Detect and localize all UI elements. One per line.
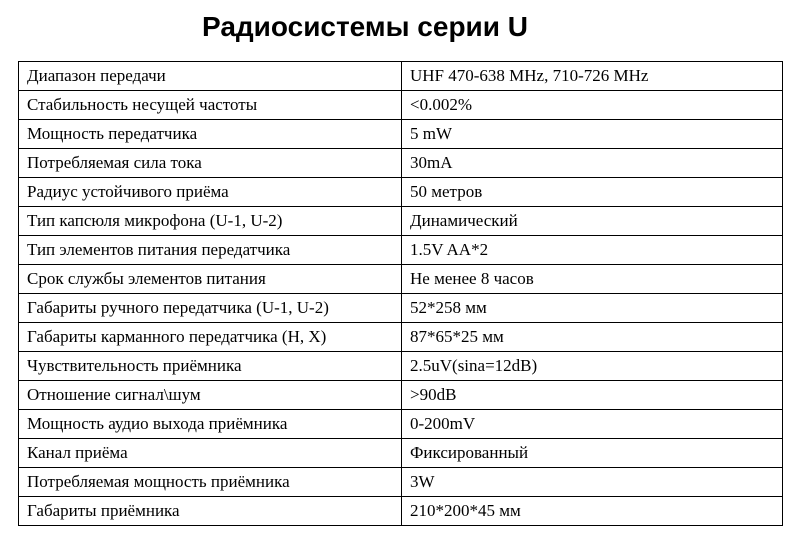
param-cell: Габариты карманного передатчика (H, X) bbox=[19, 323, 402, 352]
value-cell: 2.5uV(sina=12dB) bbox=[402, 352, 783, 381]
param-cell: Мощность аудио выхода приёмника bbox=[19, 410, 402, 439]
table-row bbox=[19, 381, 783, 410]
param-cell: Потребляемая мощность приёмника bbox=[19, 468, 402, 497]
value-cell: Не менее 8 часов bbox=[402, 265, 783, 294]
param-cell: Диапазон передачи bbox=[19, 62, 402, 91]
table-row bbox=[19, 410, 783, 439]
table-row bbox=[19, 439, 783, 468]
value-cell: Динамический bbox=[402, 207, 783, 236]
value-cell: Фиксированный bbox=[402, 439, 783, 468]
param-cell: Канал приёма bbox=[19, 439, 402, 468]
param-cell: Габариты приёмника bbox=[19, 497, 402, 526]
param-cell: Чувствительность приёмника bbox=[19, 352, 402, 381]
value-cell: 3W bbox=[402, 468, 783, 497]
table-row bbox=[19, 236, 783, 265]
table-row bbox=[19, 294, 783, 323]
param-cell: Тип элементов питания передатчика bbox=[19, 236, 402, 265]
param-cell: Стабильность несущей частоты bbox=[19, 91, 402, 120]
param-cell: Габариты ручного передатчика (U-1, U-2) bbox=[19, 294, 402, 323]
table-row bbox=[19, 62, 783, 91]
table-row bbox=[19, 178, 783, 207]
param-cell: Срок службы элементов питания bbox=[19, 265, 402, 294]
value-cell: 52*258 мм bbox=[402, 294, 783, 323]
specs-table-body bbox=[19, 62, 783, 526]
param-cell: Тип капсюля микрофона (U-1, U-2) bbox=[19, 207, 402, 236]
table-row bbox=[19, 91, 783, 120]
table-row bbox=[19, 149, 783, 178]
value-cell: <0.002% bbox=[402, 91, 783, 120]
table-row bbox=[19, 352, 783, 381]
table-row bbox=[19, 323, 783, 352]
param-cell: Мощность передатчика bbox=[19, 120, 402, 149]
value-cell: 1.5V AA*2 bbox=[402, 236, 783, 265]
value-cell: 50 метров bbox=[402, 178, 783, 207]
page-title: Радиосистемы серии U bbox=[202, 11, 528, 42]
table-row bbox=[19, 265, 783, 294]
value-cell: 0-200mV bbox=[402, 410, 783, 439]
value-cell: 30mA bbox=[402, 149, 783, 178]
table-row bbox=[19, 120, 783, 149]
specs-table bbox=[18, 61, 783, 526]
value-cell: 210*200*45 мм bbox=[402, 497, 783, 526]
table-row bbox=[19, 207, 783, 236]
table-row bbox=[19, 497, 783, 526]
value-cell: 5 mW bbox=[402, 120, 783, 149]
param-cell: Радиус устойчивого приёма bbox=[19, 178, 402, 207]
table-row bbox=[19, 468, 783, 497]
value-cell: >90dB bbox=[402, 381, 783, 410]
param-cell: Потребляемая сила тока bbox=[19, 149, 402, 178]
value-cell: 87*65*25 мм bbox=[402, 323, 783, 352]
value-cell: UHF 470-638 MHz, 710-726 MHz bbox=[402, 62, 783, 91]
param-cell: Отношение сигнал\шум bbox=[19, 381, 402, 410]
